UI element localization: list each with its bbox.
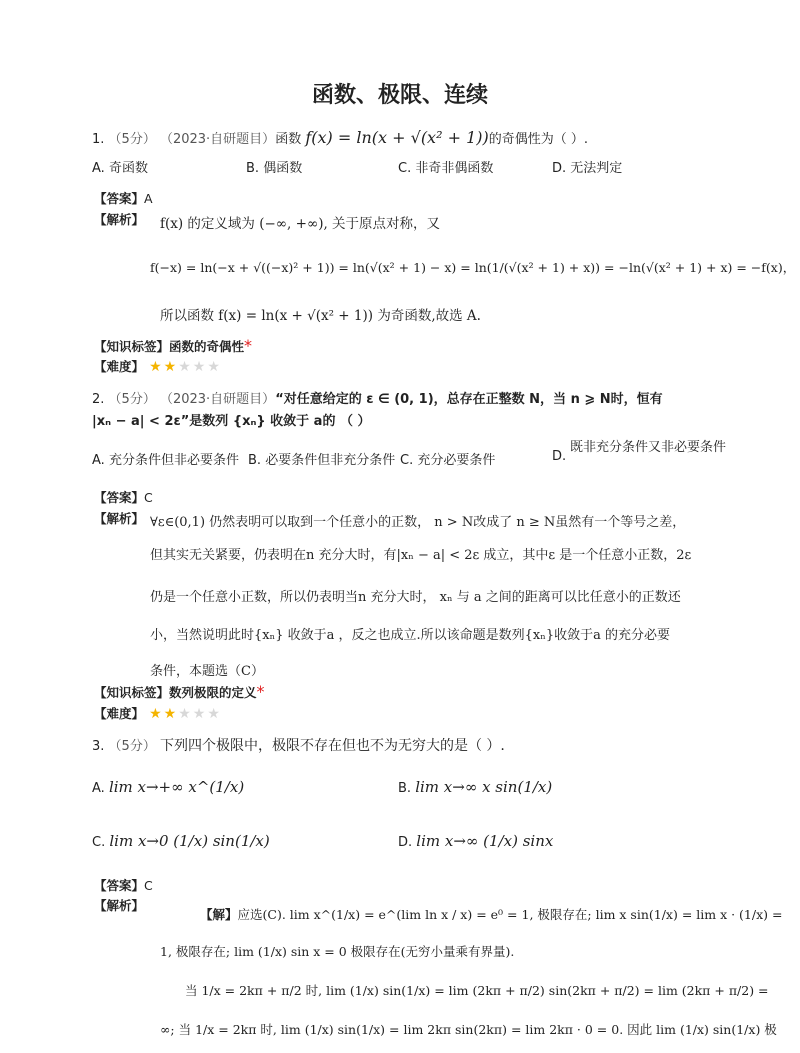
q2-answer: 【答案】C — [94, 490, 153, 505]
q1-difficulty: 【难度】 ★★★★★ — [94, 356, 222, 375]
difficulty-stars — [149, 356, 222, 375]
q2-analysis-line: 仍是一个任意小正数，所以仍表明当n 充分大时， xₙ 与 a 之间的距离可以比任意小的正数还 — [150, 590, 681, 605]
q3-option-d[interactable]: D. lim x→∞ (1/x) sinx — [398, 832, 554, 850]
star-empty-icon: ★ — [178, 706, 193, 722]
star-empty-icon: ★ — [178, 359, 193, 375]
question-1-stem: 1. （5分） （2023·自研题目）函数 f(x) = ln(x + √(x² + 1))的奇偶性为（ ）. — [92, 128, 588, 147]
q3-option-b[interactable]: B. lim x→∞ x sin(1/x) — [398, 778, 553, 796]
q3-analysis-line: 1, 极限存在; lim (1/x) sin x = 0 极限存在(无穷小量乘有界量). — [160, 944, 515, 959]
star-filled-icon: ★ — [163, 359, 179, 375]
q2-option-d[interactable]: D. — [552, 449, 567, 464]
question-number: 1. — [92, 132, 105, 147]
q2-option-b[interactable]: B. 必要条件但非充分条件 — [248, 453, 396, 468]
q1-option-c[interactable]: C. 非奇非偶函数 — [398, 161, 494, 176]
q1-analysis-line: 所以函数 f(x) = ln(x + √(x² + 1)) 为奇函数,故选 A. — [160, 308, 481, 324]
star-filled-icon: ★ — [149, 359, 164, 375]
question-score: （5分） — [108, 132, 156, 147]
q2-analysis-line: 小，当然说明此时{xₙ} 收敛于a ，反之也成立.所以该命题是数列{xₙ}收敛于a 的充分必要 — [150, 628, 671, 643]
q3-answer: 【答案】C — [94, 878, 153, 893]
q1-option-a[interactable]: A. 奇函数 — [92, 161, 148, 176]
q3-option-a[interactable]: A. lim x→+∞ x^(1/x) — [92, 778, 245, 796]
q2-analysis-label: 【解析】 — [94, 511, 145, 526]
q3-analysis-line: ∞; 当 1/x = 2kπ 时, lim (1/x) sin(1/x) = lim 2kπ sin(2kπ) = lim 2kπ · 0 = 0. 因此 lim (1/x) sin(1/x) 极 — [160, 1022, 777, 1037]
star-filled-icon: ★ — [163, 706, 179, 722]
q2-analysis-line: 条件，本题选（C） — [150, 664, 264, 679]
q2-option-d-text[interactable]: 既非充分条件又非必要条件 — [570, 440, 727, 455]
q3-analysis-label: 【解析】 — [94, 898, 145, 913]
q1-analysis-line: f(x) 的定义域为 (−∞, +∞), 关于原点对称，又 — [160, 216, 441, 232]
q1-option-b[interactable]: B. 偶函数 — [246, 161, 303, 176]
q2-analysis-line: ∀ε∈(0,1) 仍然表明可以取到一个任意小的正数， n > N改成了 n ≥ N虽然有一个等号之差， — [150, 515, 686, 530]
q1-knowledge: 【知识标签】函数的奇偶性* — [94, 336, 253, 355]
q2-option-a[interactable]: A. 充分条件但非必要条件 — [92, 453, 239, 468]
question-2-stem: 2. （5分） （2023·自研题目）“对任意给定的 ε ∈ (0, 1)，总存在正整数 N，当 n ⩾ N时，恒有 — [92, 392, 663, 407]
star-filled-icon: ★ — [149, 706, 164, 722]
q3-analysis-line: 当 1/x = 2kπ + π/2 时, lim (1/x) sin(1/x) = lim (2kπ + π/2) sin(2kπ + π/2) = lim (2kπ + π/2) = — [185, 983, 769, 998]
q1-analysis-label: 【解析】 — [94, 212, 145, 227]
page-title: 函数、极限、连续 — [311, 83, 488, 108]
q3-option-c[interactable]: C. lim x→0 (1/x) sin(1/x) — [92, 832, 270, 850]
q2-analysis-line: 但其实无关紧要，仍表明在n 充分大时，有|xₙ − a| < 2ε 成立，其中ε 是一个任意小正数，2ε — [150, 548, 692, 563]
q1-option-d[interactable]: D. 无法判定 — [552, 161, 623, 176]
q3-analysis-line: 【解】应选(C). lim x^(1/x) = e^(lim ln x / x) = e⁰ = 1, 极限存在; lim x sin(1/x) = lim x · (1/x) = — [200, 907, 783, 922]
question-formula: f(x) = ln(x + √(x² + 1)) — [305, 128, 489, 147]
q1-analysis-line: f(−x) = ln(−x + √((−x)² + 1)) = ln(√(x² + 1) − x) = ln(1/(√(x² + 1) + x)) = −ln(√(x² + 1) + x) = −f(x)， — [150, 260, 796, 275]
difficulty-stars — [149, 703, 222, 722]
q2-difficulty: 【难度】 ★★★★★ — [94, 703, 222, 722]
q2-knowledge: 【知识标签】数列极限的定义* — [94, 682, 265, 701]
question-source: （2023·自研题目） — [159, 132, 276, 147]
q1-answer: 【答案】A — [94, 191, 153, 206]
q2-option-c[interactable]: C. 充分必要条件 — [400, 453, 496, 468]
question-2-stem-line2: |xₙ − a| < 2ε”是数列 {xₙ} 收敛于 a的 （ ） — [92, 414, 371, 429]
star-empty-icon: ★ — [192, 359, 208, 375]
star-empty-icon: ★ — [192, 706, 208, 722]
question-3-stem: 3. （5分） 下列四个极限中，极限不存在但也不为无穷大的是（ ）. — [92, 738, 505, 754]
star-empty-icon: ★ — [207, 706, 222, 722]
star-empty-icon: ★ — [207, 359, 222, 375]
